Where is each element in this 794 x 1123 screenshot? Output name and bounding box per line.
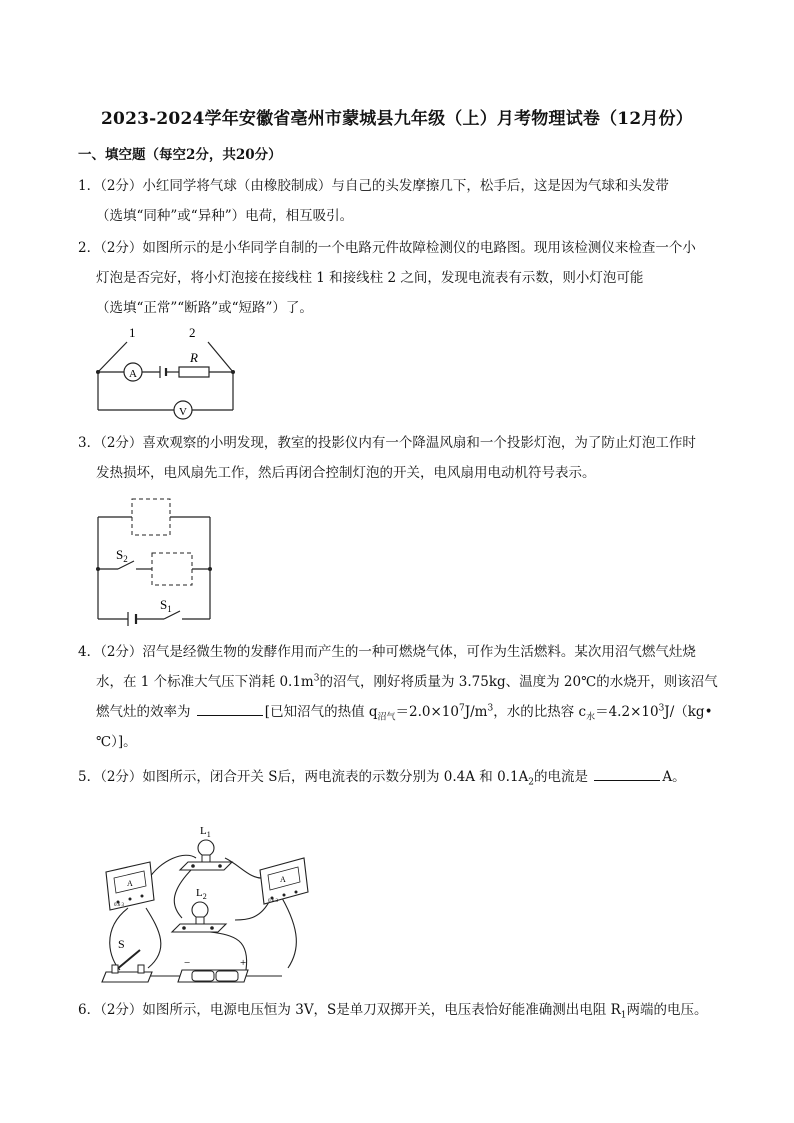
question-text: 发热损坏，电风扇先工作，然后再闭合控制灯泡的开关，电风扇用电动机符号表示。 (96, 465, 596, 481)
superscript: 3 (313, 673, 320, 684)
battery-icon (178, 957, 248, 982)
switch-s2-label: $S_2$ (116, 547, 128, 564)
subscript: 2 (528, 777, 535, 788)
question-1 (78, 171, 718, 231)
subscript: 水 (586, 712, 596, 723)
svg-text:+: + (240, 957, 247, 969)
svg-text:S: S (118, 937, 125, 951)
projector-circuit-diagram (90, 497, 220, 627)
question-text: [已知沼气的热值 q (264, 704, 378, 720)
question-text: （2分）小红同学将气球（由橡胶制成）与自己的头发摩擦几下，松手后，这是因为气球和头发带 (100, 178, 669, 194)
question-text: （选填“正常”“断路”或“短路”）了。 (96, 300, 313, 316)
question-5 (78, 762, 718, 792)
empty-component-box (132, 499, 170, 535)
terminal-2-label: 2 (189, 325, 196, 340)
question-3 (78, 428, 718, 488)
question-text: A。 (662, 769, 686, 785)
question-4 (78, 637, 718, 757)
svg-text:L2: $L_2$ (196, 887, 207, 901)
svg-text:A: A (127, 879, 133, 888)
question-text: 燃气灶的效率为 (96, 704, 191, 720)
question-text: 两端的电压。 (626, 1002, 708, 1018)
voltmeter-label: V (179, 406, 187, 418)
svg-text:−: − (184, 957, 191, 969)
svg-text:0.6 3: 0.6 3 (114, 903, 124, 908)
question-text: （2分）如图所示的是小华同学自制的一个电路元件故障检测仪的电路图。现用该检测仪来检查一个小 (100, 240, 696, 256)
empty-component-box (152, 553, 192, 585)
superscript: 3 (658, 703, 665, 714)
ammeter-label: A (129, 368, 137, 380)
svg-text:L1: $L_1$ (200, 825, 211, 839)
resistor-label: R (190, 350, 198, 365)
question-number: 3． (78, 435, 101, 451)
detector-circuit-diagram (90, 322, 250, 420)
question-text: 水，在 1 个标准大气压下消耗 0.1m (96, 674, 314, 690)
physical-circuit-drawing (100, 820, 330, 992)
question-number: 1． (78, 178, 101, 194)
superscript: 3 (487, 703, 494, 714)
page-title: 2023-2024学年安徽省亳州市蒙城县九年级（上）月考物理试卷（12月份） (101, 109, 693, 129)
question-text: ，水的比热容 c (493, 704, 587, 720)
superscript: 7 (458, 703, 465, 714)
question-number: 6． (78, 1002, 101, 1018)
question-number: 2． (78, 240, 101, 256)
question-text: J/（kg• (664, 704, 713, 720)
ammeter-left-icon (106, 862, 154, 910)
answer-blank (197, 701, 263, 716)
question-text: （2分）沼气是经微生物的发酵作用而产生的一种可燃烧气体，可作为生活燃料。某次用沼气燃气灶烧 (100, 644, 696, 660)
svg-text:A: A (280, 875, 286, 884)
question-6 (78, 995, 718, 1025)
question-text: J/m (464, 704, 488, 720)
question-number: 5． (78, 769, 101, 785)
question-text: ＝2.0×10 (395, 704, 459, 720)
question-text: （2分）如图所示，电源电压恒为 3V，S是单刀双掷开关，电压表恰好能准确测出电阻 R (100, 1002, 621, 1018)
question-text: ＝4.2×10 (595, 704, 659, 720)
question-text: ℃）]。 (96, 734, 137, 750)
question-text: （选填“同种”或“异种”）电荷，相互吸引。 (96, 208, 354, 224)
subscript: 沼气 (377, 712, 396, 723)
switch-s1-label: $S_1$ (160, 597, 172, 614)
ammeter-right-icon (260, 858, 308, 904)
question-text: 的沼气，刚好将质量为 3.75kg、温度为 20℃的水烧开，则该沼气 (319, 674, 718, 690)
question-text: 的电流是 (534, 769, 589, 785)
lamp-l2-icon (172, 887, 226, 932)
question-text: （2分）如图所示，闭合开关 S后，两电流表的示数分别为 0.4A 和 0.1A (100, 769, 529, 785)
subscript: 1 (620, 1010, 627, 1021)
question-2 (78, 233, 718, 323)
question-text: （2分）喜欢观察的小明发现，教室的投影仪内有一个降温风扇和一个投影灯泡，为了防止灯泡工作时 (100, 435, 696, 451)
svg-text:0.6 3: 0.6 3 (268, 899, 278, 904)
section-heading: 一、填空题（每空2分，共20分） (78, 147, 282, 163)
lamp-l1-icon (180, 825, 232, 870)
question-number: 4． (78, 644, 101, 660)
terminal-1-label: 1 (129, 325, 136, 340)
question-text: 灯泡是否完好，将小灯泡接在接线柱 1 和接线柱 2 之间，发现电流表有示数，则小灯泡可能 (96, 270, 644, 286)
answer-blank (594, 766, 660, 781)
